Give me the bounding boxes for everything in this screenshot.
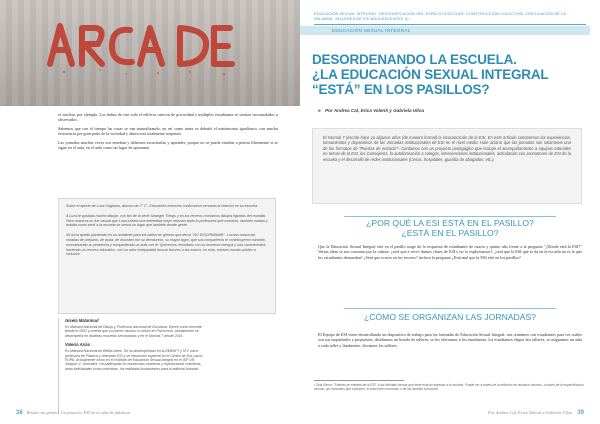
graffiti-photo (0, 0, 300, 106)
body-paragraph: Que la Educación Sexual Integral esté en el pasillo surge de la respuesta de estudiantes de cuarto y quinto año frente a la pregunta "¿Dónde está la ESI?" Varias ideas se nos cruzaron por la cabeza: ¿será que a veces damos clases de ESI y no lo explicitamos?, ¿será que la ESI que se da en la escuela no es lo que los estudiantes demandan? ¿Será que ocurre en los recreos? incluso la pregunta ¿Está mal que la ESI esté en los pasillos? (318, 244, 582, 260)
page-number: 38 (16, 410, 23, 416)
right-footer (488, 410, 584, 416)
footnote: ¹ Sola Rama. "Puertas de entrada de la ESI" a las distintas formas que tiene esta de ingresar a la escuela. Puede ser a través de la reflexión de nosotros mismos, a través de la especificación escolar, por episodios que irrumpen, el marco del curriculum o de las familias a escuela. (314, 383, 584, 392)
article-title (312, 52, 582, 97)
author-bios (58, 318, 208, 414)
intro-box (312, 128, 582, 204)
graffiti-image (40, 14, 240, 86)
paragraph-why (318, 244, 582, 263)
subhead-line: ¿POR QUÉ LA ESI ESTÁ EN EL PASILLO? (366, 218, 534, 228)
subhead-rule (344, 308, 556, 309)
paragraph-how (318, 332, 582, 351)
section-rule (314, 24, 586, 25)
title-line: DESORDENANDO LA ESCUELA. (312, 52, 517, 67)
body-paragraph: Sabemos que con el tiempo las cosas se van naturalizando, en así como antes se debatió el matrimonio igualitario, con mucha resistencia por gran parte de la sociedad y ahora está totalmente aceptado. (58, 125, 278, 137)
bio-name: Gisela Malarmud (65, 318, 99, 323)
left-footer (16, 410, 130, 416)
title-line: ¿LA EDUCACIÓN SEXUAL INTEGRAL (312, 67, 549, 82)
testimony-paragraph: A Luca le gustaba mucho dibujar, con fan de la serie Stranger Things y en los recreos comíamos dibujos figuritas del mundial. Para nosotros no fue casual que Luca tuviera una entendida mejor relación tanto la profesores que nosotras, también estaba y estaba como sentí a la escuela se sentía un lugar que también donde gente. (66, 213, 268, 228)
subhead-how: ¿CÓMO SE ORGANIZAN LAS JORNADAS? (364, 312, 536, 322)
title-line: “ESTÁ” EN LOS PASILLOS? (312, 82, 490, 97)
bio-text: Es Maestra Nacional de Dibujo y Profesora Nacional de Escultura. Ejerce como docente desde el 2001 y cuenta que su primer cambio lo colocó en Psicocrom. Actualmente se desempeña en distintas escuelas secundarias y en el Normal 7 desde 2015. (65, 325, 202, 338)
body-paragraph: Las jornadas muchas veces nos enseñan y debemos escucharlas y aprender, porque no se puede enseñar a pensar libremente si se sigue en el aula, en el aula como un lugar de ignorante. (58, 139, 278, 151)
testimony-box (58, 198, 276, 314)
body-paragraph: es nuclear, por ejemplo. Los baños de casi todo el edificio carecen de privacidad y múltiples estudiantes se sienten incomodados u observados. (58, 112, 278, 123)
footer-title: Bruder sin género. Un proyecto ESI en el aula de plásticas (26, 410, 131, 415)
bio-name: Valeria Arias (65, 342, 91, 348)
byline (318, 108, 424, 113)
page-number: 39 (577, 410, 584, 416)
testimony-paragraph: Se lucía quedó planteado en un ambiente para los baños en género que decía "NO DISCRIMINAR". Luchan contra las miradas de prejuicio, de duda, de asombro fue su devolución, su mayor logro, que sus compañeros le contribuyeron mirando, normalizando su presencia y compartiendo un aula con él. Queremos recordarlo con su inmensa energía y una característica, haciendo un recurso educativo, con un valor inseparable buscar favores a las manos; en esto, nuestro mundo público e inclusivo. (66, 233, 267, 257)
subhead-rule (344, 216, 556, 217)
bullet-icon: ■ (318, 108, 321, 113)
section-header: EDUCACIÓN SEXUAL INTEGRAL: RESIGNIFICACIÓN DEL ESPACIO ESCOLAR: CONSTRUCCIÓN COLECTIVA, CIRCULACIÓN DE LA PALABRA. TALLERES DE ESI ADOLESCENTES (I) (314, 11, 566, 21)
body-paragraph: El Equipo de ESI viene desarrollando un dispositivo de trabajo para las formadas de Educación Sexual Integral: nos reunimos con estudiantes para ver cuáles son sus inquietudes y propuestas, diseñamos un listado de talleres, se los ofertamos a los estudiantes, los estudiantes eligen dos talleres, se asignamos un aula a cada taller y finalmente, dictamos los talleres. (318, 332, 582, 348)
left-body-text (58, 112, 278, 153)
right-page (300, 0, 600, 424)
footnote-rule (314, 380, 404, 381)
section-tag: EDUCACIÓN SEXUAL INTEGRAL (300, 26, 590, 35)
subhead-line: ¿ESTÁ EN EL PASILLO? (401, 228, 499, 238)
footer-authors: Por Andrea Cal, Erica Valenti y Gabriela Ulloa (488, 410, 573, 415)
testimony-paragraph: Sobre el aporte de Luca Gagliano, alumno de 2° 2°, Educación entonces confirmaron cercanía la relación en su escuela. (66, 204, 259, 208)
subhead-why (300, 218, 600, 238)
intro-text: El Normal 7 (escrito hace ya algunos años (de manera formal) la incorporación de la ESI. En este artículo contaremos las experiencias, tomamientos y dispositivos de las Jornadas institucionales de ESI en el nivel medio. Hale aclarar que las jornadas son solamente una de las formatos de "Puertas de entrada"¹. Contamos con un proyecto pedagógico que incluye el acompañamiento a equipos tutoriales en temas de la ESI, los Consejeros, la autoformación a colegas, intervenciones institucionales, articulación con promotores de ESI de la escuela y el desarrollo de redes institucionales (Cesac, hospitales, guardia de abogados, etc.). (323, 135, 571, 162)
bio-text: Es Maestra Nacional de Bellas Artes. Se ha desempeñado en la EMEM°7 y N°2 como profesora de Plástica y relevante ESI y se educación especial en el Centro de Día Lazos, FUPA. Actualmente como en el Instituto de Educación Sexual Integral en el ISP OR. Joaquín V. González. Ha participado en numerosas muestras y exposiciones colectivas, tanto individuales como colectivas. Ha realizado ilustraciones para la editorial Amauta. (65, 349, 204, 371)
byline-text: Por Andrea Cal, Erica Valenti y Gabriela Ulloa (325, 108, 425, 113)
